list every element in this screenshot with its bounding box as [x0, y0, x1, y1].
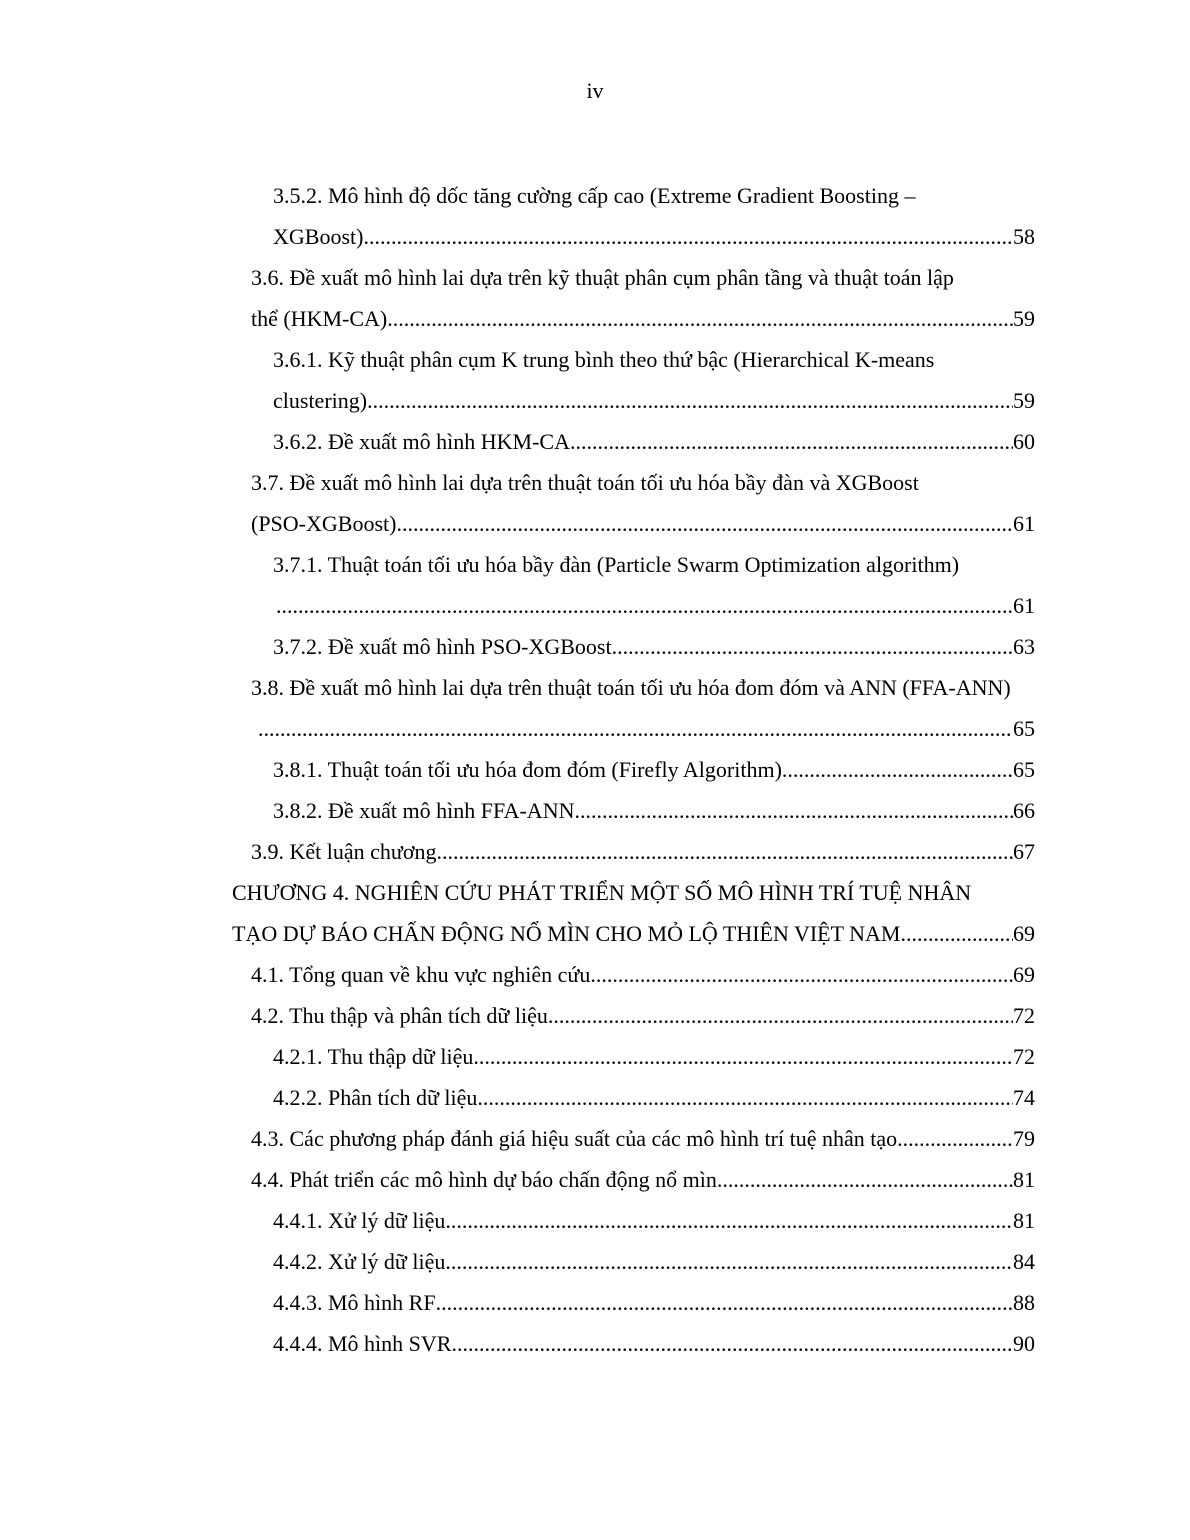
toc-entry-4-2-1[interactable]: [273, 1036, 1035, 1077]
toc-entry-text: 4.4.1. Xử lý dữ liệu: [273, 1208, 446, 1233]
toc-leader: [445, 1241, 1013, 1282]
toc-page: 69: [1013, 962, 1035, 987]
toc-entry-3-8[interactable]: [251, 667, 1035, 708]
toc-entry-3-5-2[interactable]: [273, 175, 1035, 216]
toc-leader: [367, 380, 1013, 421]
toc-entry-text: 4.4.2. Xử lý dữ liệu: [273, 1249, 446, 1274]
toc-entry-3-6-cont[interactable]: [251, 298, 1035, 339]
toc-entry-text: 4.1. Tổng quan về khu vực nghiên cứu: [251, 962, 591, 987]
toc-page: 59: [1013, 388, 1035, 413]
toc-entry-text: 4.4.3. Mô hình RF: [273, 1290, 436, 1315]
toc-page: 79: [1013, 1126, 1035, 1151]
toc-entry-3-7-cont[interactable]: [251, 503, 1035, 544]
toc-page: 67: [1013, 839, 1035, 864]
toc-entry-text: TẠO DỰ BÁO CHẤN ĐỘNG NỔ MÌN CHO MỎ LỘ THIÊN VIỆT NAM: [232, 921, 901, 946]
toc-entry-4-4-1[interactable]: [273, 1200, 1035, 1241]
toc-leader: [782, 749, 1013, 790]
toc-entry-text: clustering): [273, 388, 368, 413]
toc-page: 59: [1013, 306, 1035, 331]
toc-entry-4-2[interactable]: [251, 995, 1035, 1036]
toc-entry-4-1[interactable]: [251, 954, 1035, 995]
toc-leader: [477, 1077, 1013, 1118]
toc-entry-4-2-2[interactable]: [273, 1077, 1035, 1118]
toc-entry-text: 4.2. Thu thập và phân tích dữ liệu: [251, 1003, 548, 1028]
toc-entry-4-3[interactable]: [251, 1118, 1035, 1159]
toc-page: 65: [1013, 757, 1035, 782]
toc-page: 63: [1013, 634, 1035, 659]
toc-entry-3-7-1[interactable]: [273, 544, 1035, 585]
toc-entry-text: 3.9. Kết luận chương: [251, 839, 437, 864]
toc-page: 60: [1013, 429, 1035, 454]
toc-entry-3-6-1[interactable]: [273, 339, 1035, 380]
toc-entry-3-6-2[interactable]: [273, 421, 1035, 462]
toc-page: 81: [1013, 1208, 1035, 1233]
toc-page: 61: [1013, 511, 1035, 536]
toc-leader: [436, 1282, 1013, 1323]
toc-entry-4-4-2[interactable]: [273, 1241, 1035, 1282]
toc-entry-text: 3.5.2. Mô hình độ dốc tăng cường cấp cao (Extreme Gradient Boosting –: [273, 183, 916, 208]
toc-entry-3-7-2[interactable]: [273, 626, 1035, 667]
toc-entry-text: 3.8.1. Thuật toán tối ưu hóa đom đóm (Firefly Algorithm): [273, 757, 782, 782]
toc-page: 88: [1013, 1290, 1035, 1315]
toc-entry-text: thể (HKM-CA): [251, 306, 388, 331]
toc-entry-3-8-cont[interactable]: [258, 708, 1035, 749]
toc-entry-text: 3.8.2. Đề xuất mô hình FFA-ANN: [273, 798, 575, 823]
toc-leader: [396, 503, 1013, 544]
toc-page: 61: [1013, 593, 1035, 618]
toc-entry-text: 4.2.1. Thu thập dữ liệu: [273, 1044, 474, 1069]
toc-page: 81: [1013, 1167, 1035, 1192]
toc-page: 58: [1013, 224, 1035, 249]
toc-entry-3-7[interactable]: [251, 462, 1035, 503]
toc-entry-3-6-1-cont[interactable]: [273, 380, 1035, 421]
toc-leader: [387, 298, 1013, 339]
toc-leader: [445, 1200, 1013, 1241]
toc-leader: [363, 216, 1013, 257]
toc-page: 69: [1013, 921, 1035, 946]
toc-entry-text: 3.6.2. Đề xuất mô hình HKM-CA: [273, 429, 570, 454]
toc-leader: [612, 626, 1013, 667]
toc-leader: [574, 790, 1013, 831]
toc-entry-3-6[interactable]: [251, 257, 1035, 298]
toc-entry-3-9[interactable]: [251, 831, 1035, 872]
toc-entry-text: 4.4. Phát triển các mô hình dự báo chấn động nổ mìn: [251, 1167, 717, 1192]
toc-entry-text: (PSO-XGBoost): [251, 511, 397, 536]
toc-entry-3-8-1[interactable]: [273, 749, 1035, 790]
toc-entry-4-4-3[interactable]: [273, 1282, 1035, 1323]
toc-leader: [436, 831, 1013, 872]
toc-entry-text: CHƯƠNG 4. NGHIÊN CỨU PHÁT TRIỂN MỘT SỐ MÔ HÌNH TRÍ TUỆ NHÂN: [232, 880, 972, 905]
toc-leader: [548, 995, 1013, 1036]
toc-page: 90: [1013, 1331, 1035, 1356]
toc-entry-text: 3.7.2. Đề xuất mô hình PSO-XGBoost: [273, 634, 612, 659]
toc-entry-4-4-4[interactable]: [273, 1323, 1035, 1364]
toc-leader: [276, 585, 1013, 626]
toc-page: 74: [1013, 1085, 1035, 1110]
toc-entry-text: 3.6.1. Kỹ thuật phân cụm K trung bình theo thứ bậc (Hierarchical K-means: [273, 347, 935, 372]
toc-leader: [258, 708, 1013, 749]
toc-leader: [570, 421, 1013, 462]
toc-entry-chapter-4[interactable]: [232, 872, 1035, 913]
toc-page: 84: [1013, 1249, 1035, 1274]
toc-leader: [451, 1323, 1013, 1364]
page-number: iv: [586, 78, 604, 103]
toc-entry-4-4[interactable]: [251, 1159, 1035, 1200]
toc-page: 72: [1013, 1003, 1035, 1028]
toc-page: 72: [1013, 1044, 1035, 1069]
toc-entry-text: XGBoost): [273, 224, 364, 249]
toc-entry-3-7-1-cont[interactable]: [276, 585, 1035, 626]
toc-page: 66: [1013, 798, 1035, 823]
toc-leader: [901, 913, 1014, 954]
toc-entry-3-5-2-cont[interactable]: [273, 216, 1035, 257]
toc-entry-3-8-2[interactable]: [273, 790, 1035, 831]
toc-entry-text: 3.7. Đề xuất mô hình lai dựa trên thuật toán tối ưu hóa bầy đàn và XGBoost: [251, 470, 919, 495]
toc-entry-text: 4.2.2. Phân tích dữ liệu: [273, 1085, 478, 1110]
toc-entry-chapter-4-cont[interactable]: [232, 913, 1035, 954]
toc-entry-text: 4.4.4. Mô hình SVR: [273, 1331, 452, 1356]
toc-entry-text: 4.3. Các phương pháp đánh giá hiệu suất của các mô hình trí tuệ nhân tạo: [251, 1126, 898, 1151]
toc-entry-text: 3.7.1. Thuật toán tối ưu hóa bầy đàn (Particle Swarm Optimization algorithm): [273, 552, 960, 577]
toc-leader: [897, 1118, 1013, 1159]
toc-leader: [473, 1036, 1013, 1077]
toc-page: 65: [1013, 716, 1035, 741]
toc-leader: [590, 954, 1013, 995]
toc-entry-text: 3.8. Đề xuất mô hình lai dựa trên thuật toán tối ưu hóa đom đóm và ANN (FFA-ANN): [251, 675, 1011, 700]
toc-leader: [717, 1159, 1013, 1200]
toc-entry-text: 3.6. Đề xuất mô hình lai dựa trên kỹ thuật phân cụm phân tầng và thuật toán lập: [251, 265, 954, 290]
